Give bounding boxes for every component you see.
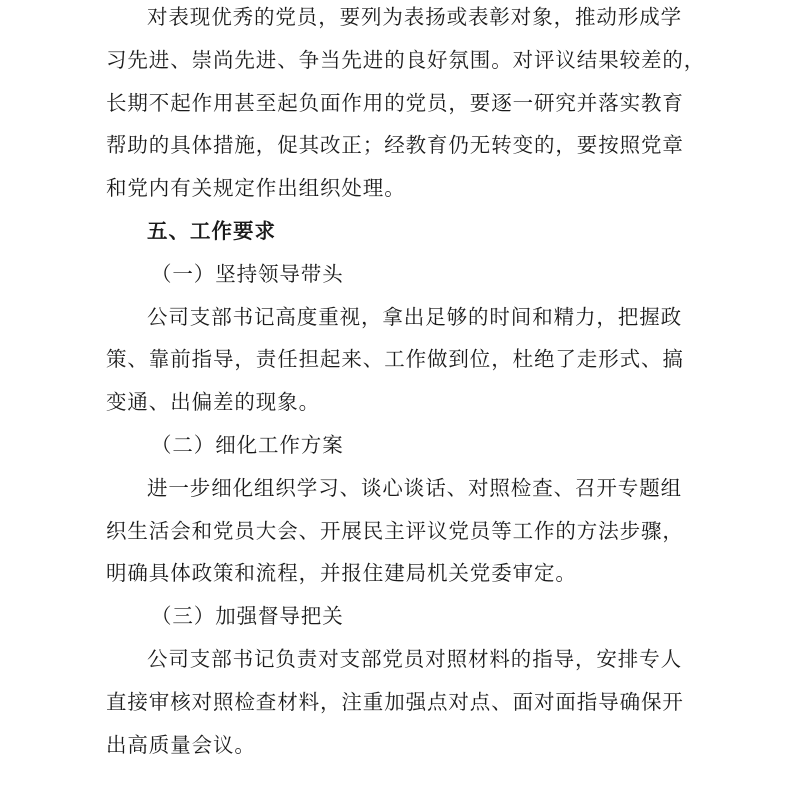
paragraph-line: 明确具体政策和流程，并报住建局机关党委审定。 [106, 561, 577, 586]
paragraph-line: 长期不起作用甚至起负面作用的党员，要逐一研究并落实教育 [106, 90, 684, 115]
subsection-title: （二）细化工作方案 [151, 432, 344, 457]
subsection-title: （一）坚持领导带头 [151, 261, 344, 286]
paragraph-line: 策、靠前指导，责任担起来、工作做到位，杜绝了走形式、搞 [106, 347, 684, 372]
paragraph-line: 进一步细化组织学习、谈心谈话、对照检查、召开专题组 [147, 475, 682, 500]
paragraph-line: 公司支部书记高度重视，拿出足够的时间和精力，把握政 [147, 304, 682, 329]
paragraph-line: 公司支部书记负责对支部党员对照材料的指导，安排专人 [147, 646, 682, 671]
section-heading-work-requirements: 五、工作要求 [147, 218, 276, 243]
subsection-work-plan [106, 424, 684, 595]
paragraph-line: 织生活会和党员大会、开展民主评议党员等工作的方法步骤， [106, 518, 684, 543]
paragraph-line: 对表现优秀的党员，要列为表扬或表彰对象，推动形成学 [147, 5, 682, 29]
paragraph-line: 直接审核对照检查材料，注重加强点对点、面对面指导确保开 [106, 689, 684, 714]
paragraph-line: 变通、出偏差的现象。 [106, 390, 320, 415]
paragraph-line: 和党内有关规定作出组织处理。 [106, 176, 406, 201]
document-page [106, 0, 706, 766]
subsection-title: （三）加强督导把关 [151, 604, 344, 629]
subsection-supervision [106, 595, 684, 766]
subsection-leadership [106, 253, 684, 424]
paragraph-line: 出高质量会议。 [106, 732, 256, 757]
paragraph-evaluation-results [106, 0, 706, 210]
paragraph-line: 帮助的具体措施，促其改正；经教育仍无转变的，要按照党章 [106, 133, 684, 158]
paragraph-line: 习先进、崇尚先进、争当先进的良好氛围。对评议结果较差的， [106, 47, 706, 72]
